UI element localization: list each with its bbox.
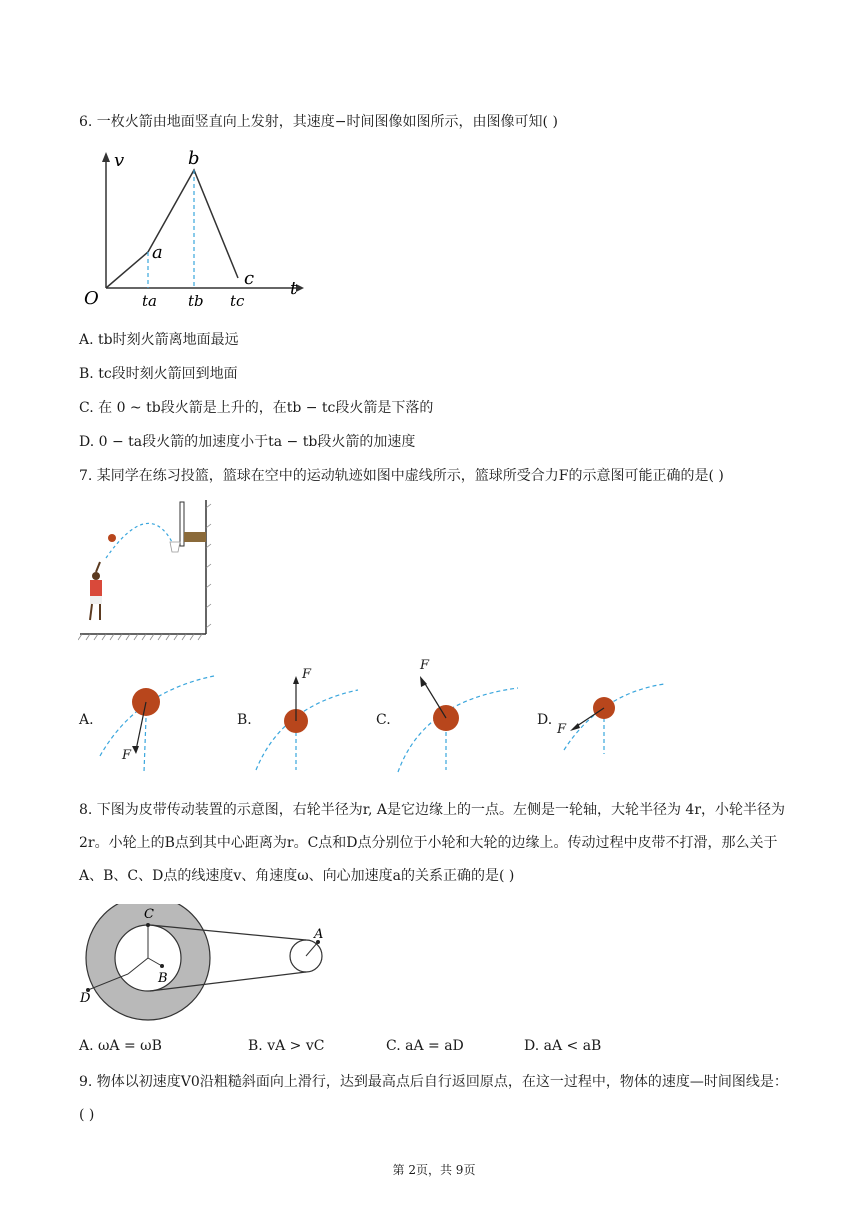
q7-d-force-label: F (557, 722, 567, 737)
q6-vt-graph (80, 148, 310, 318)
q7-c-force-label: F (420, 658, 430, 673)
q6-option-b: B. tc段时刻火箭回到地面 (79, 366, 238, 382)
tick-c-label: tc (230, 292, 245, 310)
point-d-label: D (80, 991, 91, 1006)
q8-belt-drive (78, 904, 338, 1026)
q7-option-d-figure (560, 680, 668, 756)
point-b-label: B (158, 971, 168, 986)
q7-a-force-label: F (122, 748, 132, 763)
q7-option-c-figure (394, 656, 520, 774)
q8-option-d: D. aA < aB (524, 1038, 602, 1054)
q7-option-d-label: D. (537, 712, 553, 728)
q6-option-c: C. 在 0 ~ tb段火箭是上升的，在tb − tc段火箭是下落的 (79, 400, 434, 416)
tick-a-label: ta (142, 292, 157, 310)
tick-b-label: tb (188, 292, 204, 310)
q7-b-force-label: F (302, 667, 312, 682)
q8-option-b: B. vA > vC (248, 1038, 325, 1054)
v-axis-arrow-icon (102, 152, 110, 162)
page-footer: 第 2页，共 9页 (392, 1163, 476, 1177)
point-c-label: C (144, 907, 154, 922)
point-b-label: b (188, 148, 200, 169)
point-a-label: a (152, 242, 163, 263)
q7-option-b-figure (252, 666, 362, 774)
axis-v-label: v (114, 150, 125, 171)
q8-stem: 8. 下图为皮带传动装置的示意图，右轮半径为r, A是它边缘上的一点。左侧是一轮轴，大轮半径为 4r，小轮半径为 2r。小轮上的B点到其中心距离为r。C点和D点分别位于小轮和大轮的边缘上。传动过程中皮带不打滑，那么关于A、B、C、D点的线速度v、角速度ω、向心加速度a的关系正确的是( ) (79, 802, 786, 884)
origin-label: O (84, 288, 99, 309)
q7-option-a-label: A. (79, 712, 94, 728)
point-c-label: c (244, 268, 255, 289)
axis-t-label: t (290, 278, 298, 299)
q7-stem: 7. 某同学在练习投篮，篮球在空中的运动轨迹如图中虚线所示，篮球所受合力F的示意图可能正确的是( ) (79, 468, 724, 484)
q7-basketball-scene (78, 498, 212, 644)
point-a-label: A (314, 927, 324, 942)
q9-stem: 9. 物体以初速度V0沿粗糙斜面向上滑行，达到最高点后自行返回原点，在这一过程中，物体的速度—时间图线是：( ) (79, 1074, 788, 1123)
velocity-curve (106, 170, 238, 288)
q6-stem: 6. 一枚火箭由地面竖直向上发射，其速度−时间图像如图所示，由图像可知( ) (79, 114, 558, 130)
q8-option-a: A. ωA = ωB (79, 1038, 162, 1054)
q7-option-b-label: B. (237, 712, 252, 728)
q6-option-d: D. 0 − ta段火箭的加速度小于ta − tb段火箭的加速度 (79, 434, 416, 450)
q8-option-c: C. aA = aD (386, 1038, 464, 1054)
q7-option-c-label: C. (376, 712, 391, 728)
q6-option-a: A. tb时刻火箭离地面最远 (79, 332, 239, 348)
q7-option-a-figure (96, 672, 216, 774)
